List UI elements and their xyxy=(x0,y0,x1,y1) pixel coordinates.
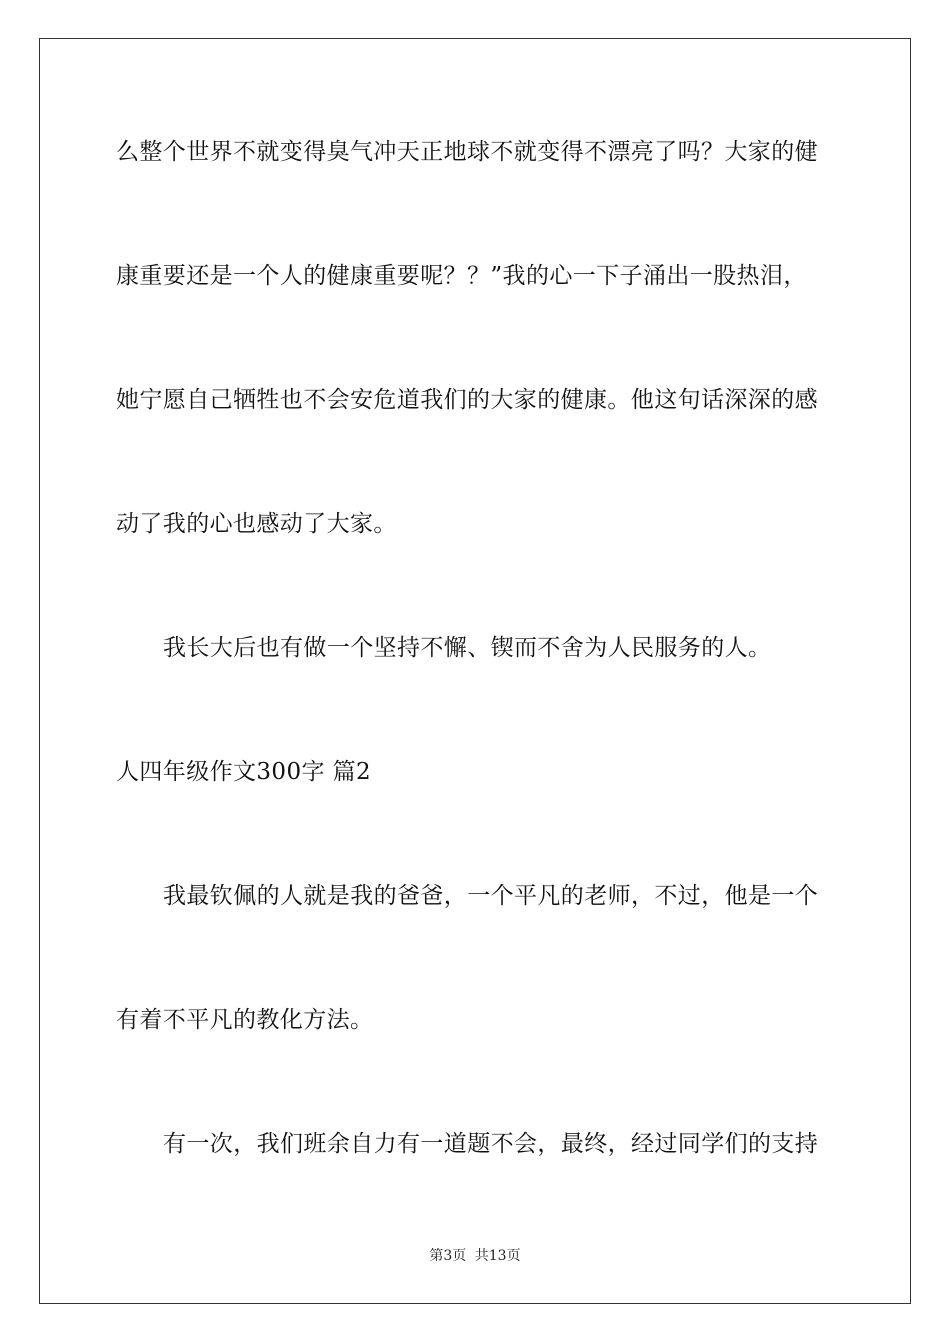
page-border xyxy=(39,38,911,1304)
body-text-line: 么整个世界不就变得臭气冲天正地球不就变得不漂亮了吗？大家的健 xyxy=(116,139,818,165)
paragraph-first-line: 我长大后也有做一个坚持不懈、锲而不舍为人民服务的人。 xyxy=(163,635,772,661)
paragraph-first-line: 有一次，我们班余自力有一道题不会，最终，经过同学们的支持 xyxy=(163,1131,819,1157)
section-heading: 人四年级作文300字 篇2 xyxy=(116,759,372,785)
page-number: 第3页 xyxy=(429,1248,467,1264)
body-text-line: 她宁愿自己牺牲也不会安危道我们的大家的健康。他这句话深深的感 xyxy=(116,387,818,413)
body-text-line: 康重要还是一个人的健康重要呢？？”我的心一下子涌出一股热泪， xyxy=(116,263,807,289)
body-text-line: 动了我的心也感动了大家。 xyxy=(116,511,397,537)
body-text-line: 有着不平凡的教化方法。 xyxy=(116,1007,374,1033)
page-total: 共13页 xyxy=(474,1248,521,1264)
page-footer xyxy=(0,1246,950,1266)
paragraph-first-line: 我最钦佩的人就是我的爸爸，一个平凡的老师，不过，他是一个 xyxy=(163,883,819,909)
